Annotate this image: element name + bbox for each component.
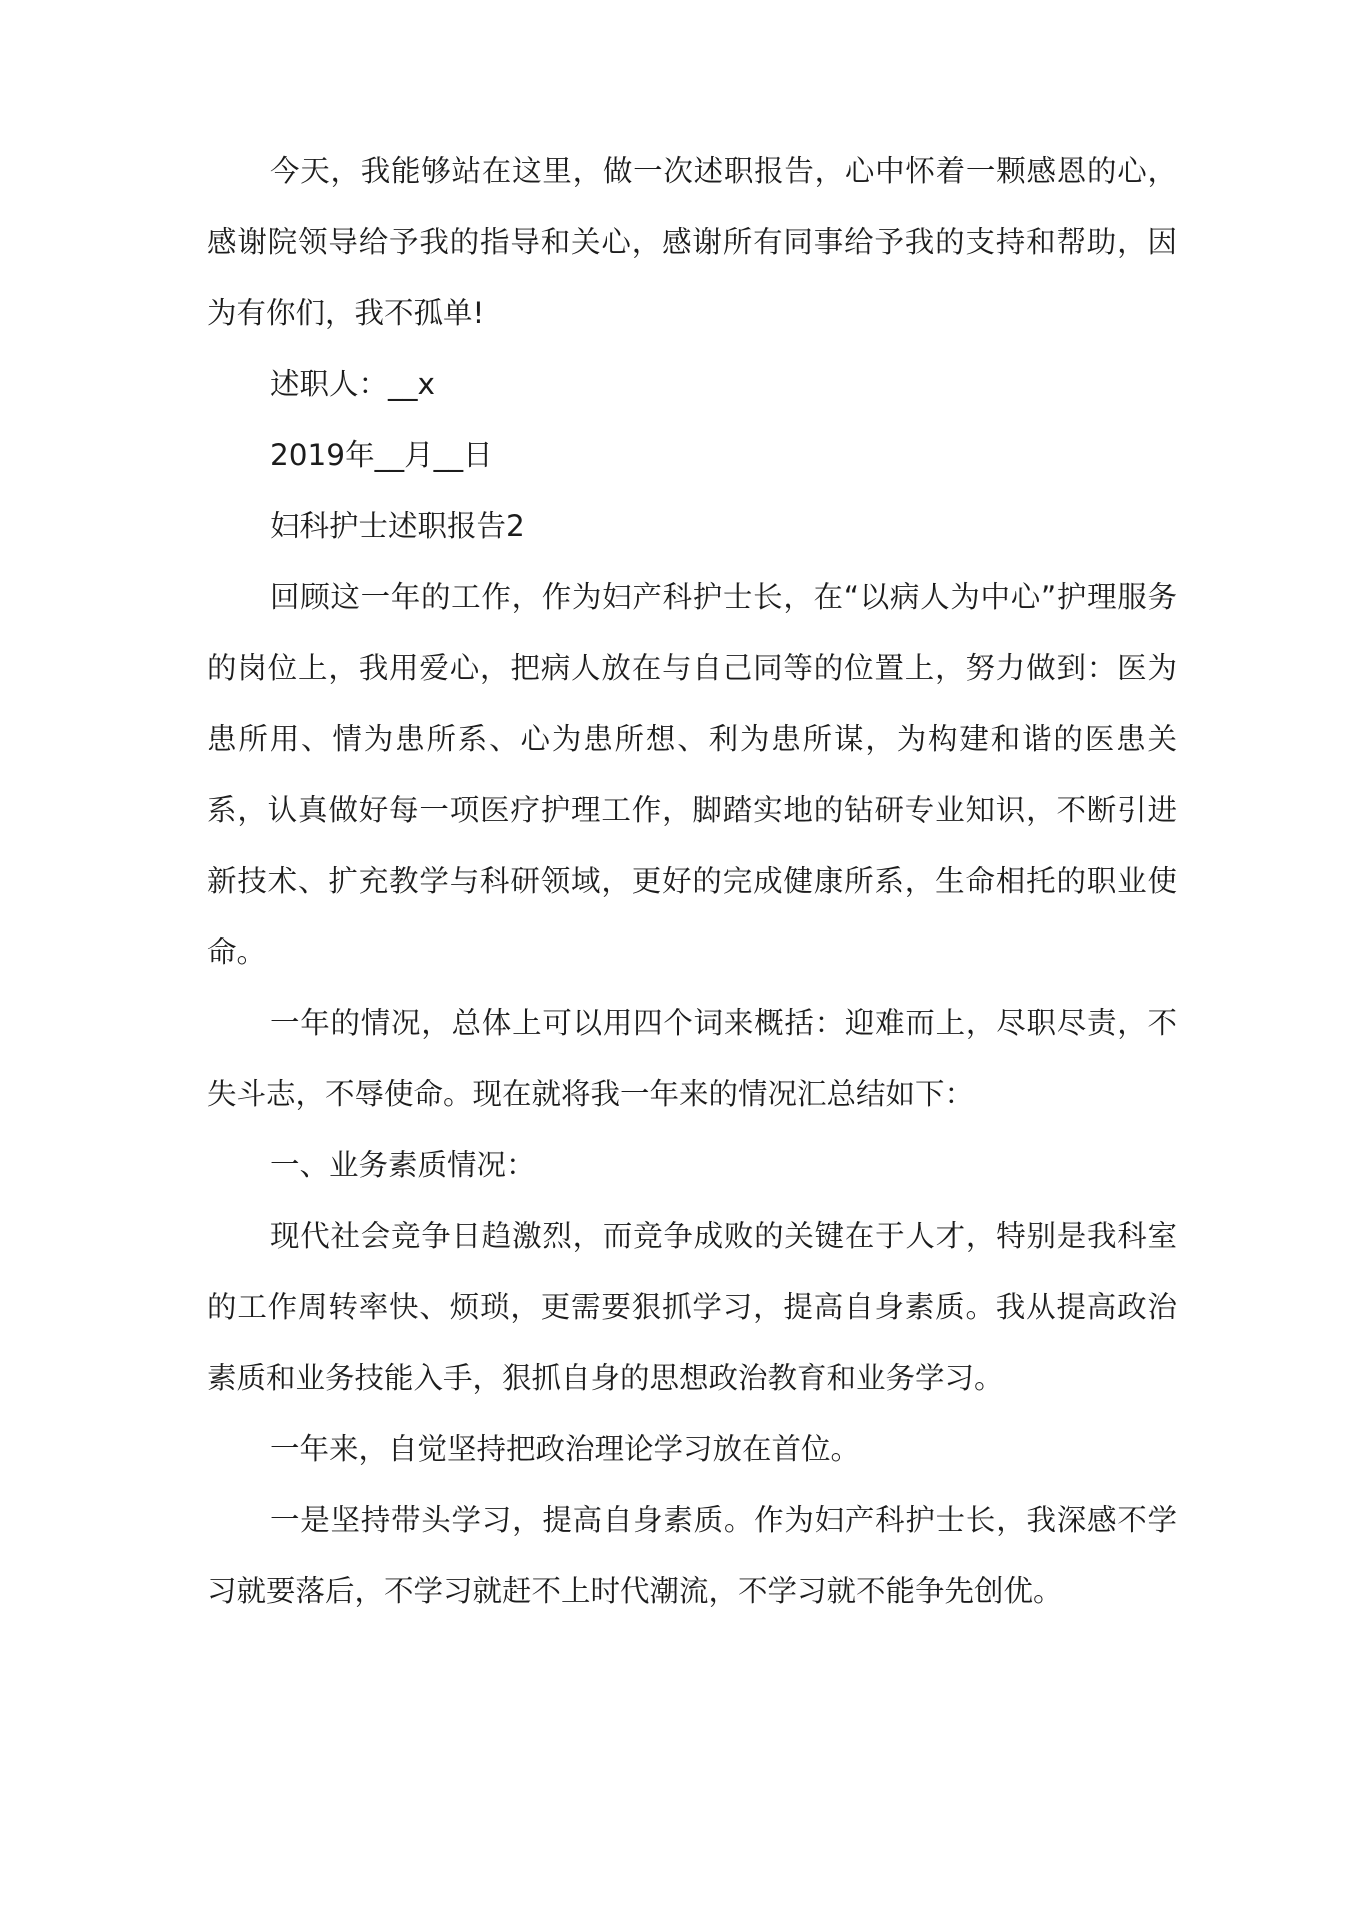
paragraph-date: 2019年__月__日: [270, 438, 493, 472]
paragraph-reporter: 述职人：__x: [270, 367, 435, 401]
paragraph-summary: 一年的情况，总体上可以用四个词来概括：迎难而上，尽职尽责，不失斗志，不辱使命。现在就将我一年来的情况汇总结如下：: [207, 1006, 1177, 1111]
paragraph-competition: 现代社会竞争日趋激烈，而竞争成败的关键在于人才，特别是我科室的工作周转率快、烦琐，更需要狠抓学习，提高自身素质。我从提高政治素质和业务技能入手，狠抓自身的思想政治教育和业务学习。: [207, 1219, 1177, 1395]
document-body: [207, 136, 1177, 1627]
section-title: 妇科护士述职报告2: [270, 509, 525, 543]
paragraph-learning: 一是坚持带头学习，提高自身素质。作为妇产科护士长，我深感不学习就要落后，不学习就赶不上时代潮流，不学习就不能争先创优。: [207, 1503, 1177, 1608]
paragraph-gratitude: 今天，我能够站在这里，做一次述职报告，心中怀着一颗感恩的心，感谢院领导给予我的指导和关心，感谢所有同事给予我的支持和帮助，因为有你们，我不孤单!: [207, 154, 1177, 330]
paragraph-theory: 一年来，自觉坚持把政治理论学习放在首位。: [270, 1432, 861, 1466]
paragraph-review: 回顾这一年的工作，作为妇产科护士长，在“以病人为中心”护理服务的岗位上，我用爱心，把病人放在与自己同等的位置上，努力做到：医为患所用、情为患所系、心为患所想、利为患所谋，为构建和谐的医患关系，认真做好每一项医疗护理工作，脚踏实地的钻研专业知识，不断引进新技术、扩充教学与科研领域，更好的完成健康所系，生命相托的职业使命。: [207, 580, 1177, 969]
subsection-heading: 一、业务素质情况：: [270, 1148, 536, 1182]
